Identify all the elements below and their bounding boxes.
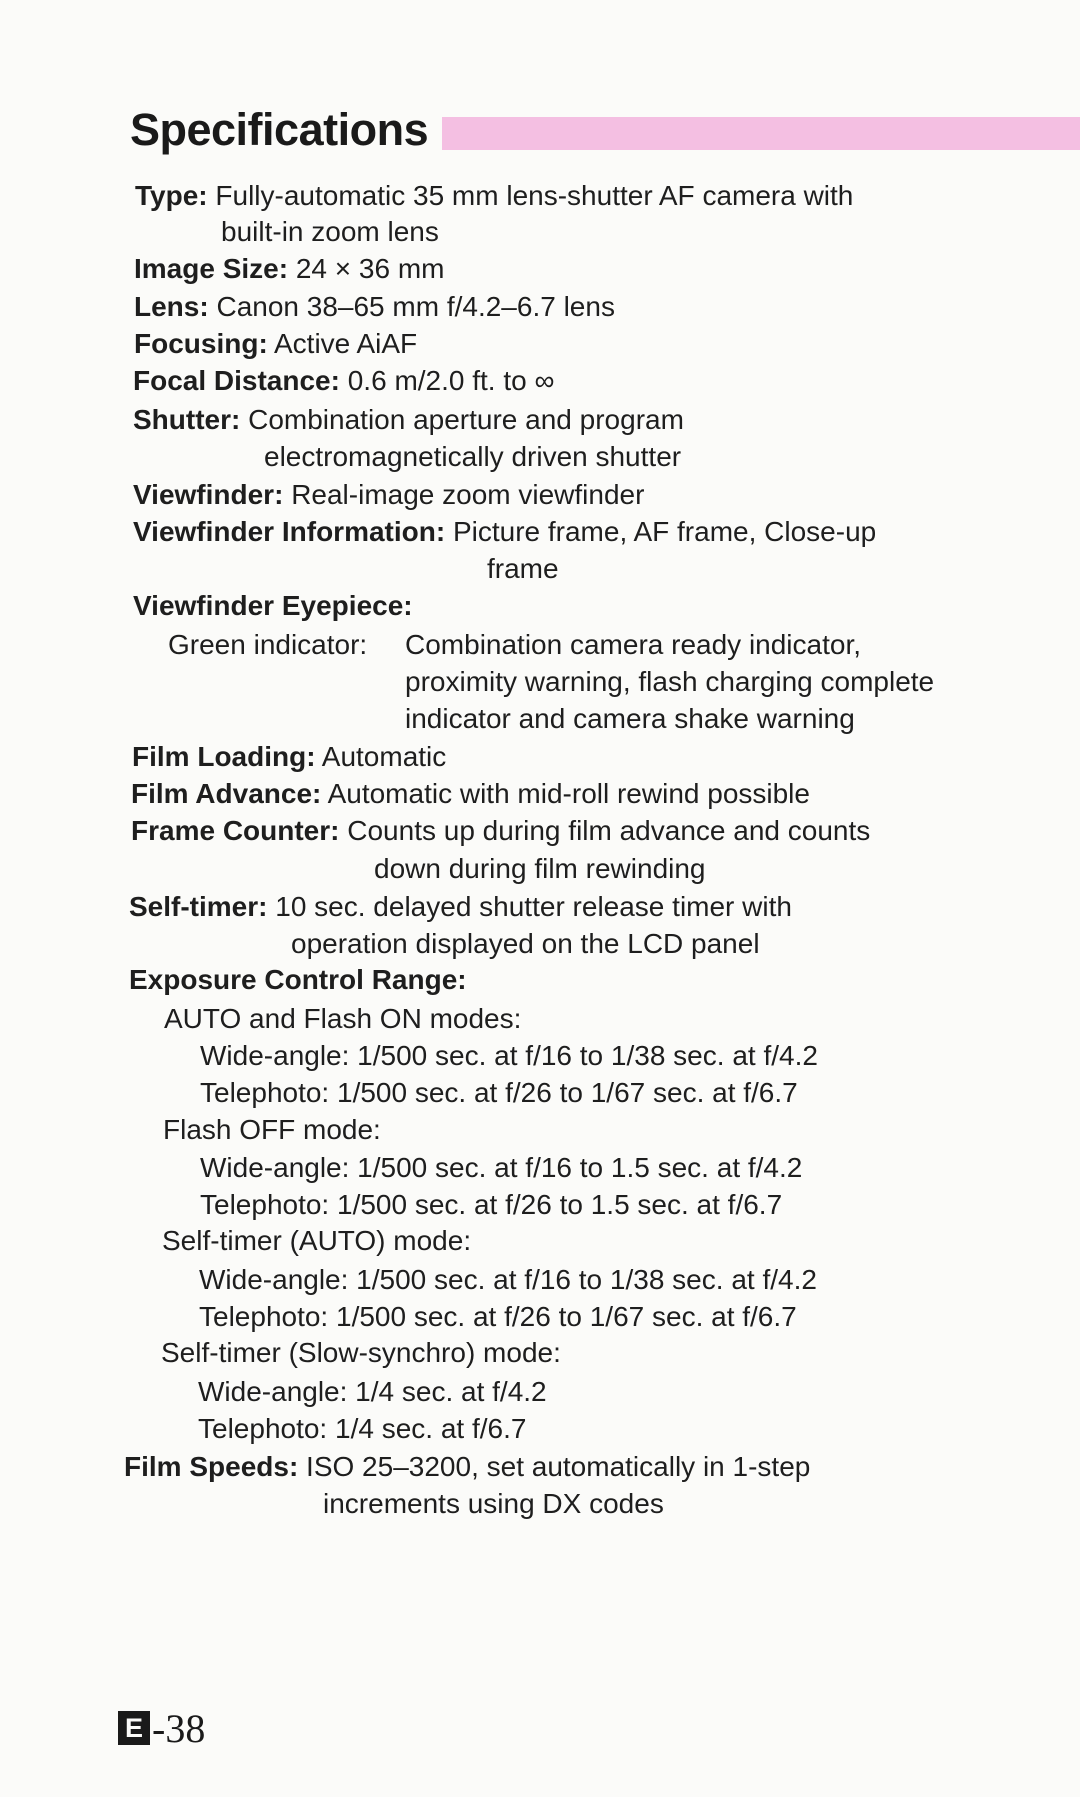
spec-label: Type:: [135, 180, 208, 211]
spec-value: Automatic: [321, 741, 447, 772]
spec-label: Lens:: [134, 291, 209, 322]
spec-sublabel: Green indicator:: [168, 629, 368, 660]
exposure-mode: AUTO and Flash ON modes:: [164, 1003, 522, 1034]
exposure-mode: Self-timer (Slow-synchro) mode:: [161, 1337, 561, 1368]
spec-value: Canon 38–65 mm f/4.2–6.7 lens: [216, 291, 615, 322]
exposure-mode: Self-timer (AUTO) mode:: [162, 1225, 472, 1256]
spec-viewfinder-eyepiece: Viewfinder Eyepiece:: [133, 590, 413, 621]
spec-value: Counts up during film advance and counts: [347, 815, 871, 846]
exposure-detail: Telephoto: 1/500 sec. at f/26 to 1.5 sec. at f/6.7: [200, 1189, 783, 1220]
section-letter-badge: E: [118, 1711, 150, 1745]
exposure-detail: Telephoto: 1/500 sec. at f/26 to 1/67 sec. at f/6.7: [200, 1077, 798, 1108]
spec-label: Film Speeds:: [124, 1451, 299, 1482]
spec-value: ISO 25–3200, set automatically in 1-step: [306, 1451, 811, 1482]
title-accent-bar: [442, 117, 1080, 150]
spec-viewfinder-information: [133, 514, 876, 550]
spec-green-indicator-value: Combination camera ready indicator,: [405, 629, 862, 660]
spec-label: Focusing:: [134, 328, 268, 359]
spec-value: 24 × 36 mm: [295, 253, 445, 284]
spec-self-timer-cont: operation displayed on the LCD panel: [291, 928, 760, 959]
exposure-detail: Wide-angle: 1/500 sec. at f/16 to 1.5 sec. at f/4.2: [200, 1152, 803, 1183]
spec-value: 10 sec. delayed shutter release timer with: [275, 891, 792, 922]
spec-type: [135, 178, 853, 214]
spec-frame-counter: [131, 813, 870, 849]
exposure-detail: Wide-angle: 1/500 sec. at f/16 to 1/38 sec. at f/4.2: [199, 1264, 817, 1295]
spec-value: Real-image zoom viewfinder: [291, 479, 645, 510]
spec-shutter: [133, 402, 684, 438]
page-title: Specifications: [130, 104, 429, 155]
spec-viewfinder-information-cont: frame: [487, 553, 559, 584]
spec-label: Film Loading:: [132, 741, 316, 772]
spec-self-timer: [129, 889, 792, 925]
spec-green-indicator: [168, 627, 367, 663]
exposure-detail: Wide-angle: 1/500 sec. at f/16 to 1/38 sec. at f/4.2: [200, 1040, 818, 1071]
spec-film-speeds-cont: increments using DX codes: [323, 1488, 664, 1519]
exposure-detail: Wide-angle: 1/4 sec. at f/4.2: [198, 1376, 547, 1407]
page-number: -38: [152, 1706, 206, 1751]
spec-lens: [134, 289, 615, 325]
spec-image-size: [134, 251, 444, 287]
spec-exposure-control-range: Exposure Control Range:: [129, 964, 467, 995]
spec-green-indicator-cont: proximity warning, flash charging complete: [405, 666, 935, 697]
spec-value: Picture frame, AF frame, Close-up: [452, 516, 877, 547]
exposure-detail: Telephoto: 1/500 sec. at f/26 to 1/67 sec. at f/6.7: [199, 1301, 797, 1332]
spec-film-advance: [131, 776, 810, 812]
spec-label: Shutter:: [133, 404, 241, 435]
spec-focusing: [134, 326, 417, 362]
spec-label: Focal Distance:: [133, 365, 340, 396]
spec-viewfinder: [133, 477, 644, 513]
spec-green-indicator-cont2: indicator and camera shake warning: [405, 703, 855, 734]
spec-label: Film Advance:: [131, 778, 322, 809]
spec-shutter-cont: electromagnetically driven shutter: [264, 441, 682, 472]
spec-label: Viewfinder Information:: [133, 516, 446, 547]
spec-label: Self-timer:: [129, 891, 268, 922]
exposure-detail: Telephoto: 1/4 sec. at f/6.7: [198, 1413, 527, 1444]
spec-label: Image Size:: [134, 253, 289, 284]
spec-label: Viewfinder:: [133, 479, 284, 510]
spec-value: Active AiAF: [274, 328, 418, 359]
spec-film-speeds: [124, 1449, 810, 1485]
spec-focal-distance: [133, 363, 554, 399]
spec-film-loading: [132, 739, 446, 775]
exposure-mode: Flash OFF mode:: [163, 1114, 381, 1145]
spec-value: Fully-automatic 35 mm lens-shutter AF camera with: [215, 180, 854, 211]
spec-type-cont: built-in zoom lens: [221, 216, 439, 247]
spec-frame-counter-cont: down during film rewinding: [374, 853, 706, 884]
section-header: [130, 100, 1080, 160]
spec-label: Frame Counter:: [131, 815, 340, 846]
spec-value: Combination aperture and program: [248, 404, 684, 435]
spec-value: Automatic with mid-roll rewind possible: [327, 778, 810, 809]
spec-value: 0.6 m/2.0 ft. to ∞: [347, 365, 555, 396]
